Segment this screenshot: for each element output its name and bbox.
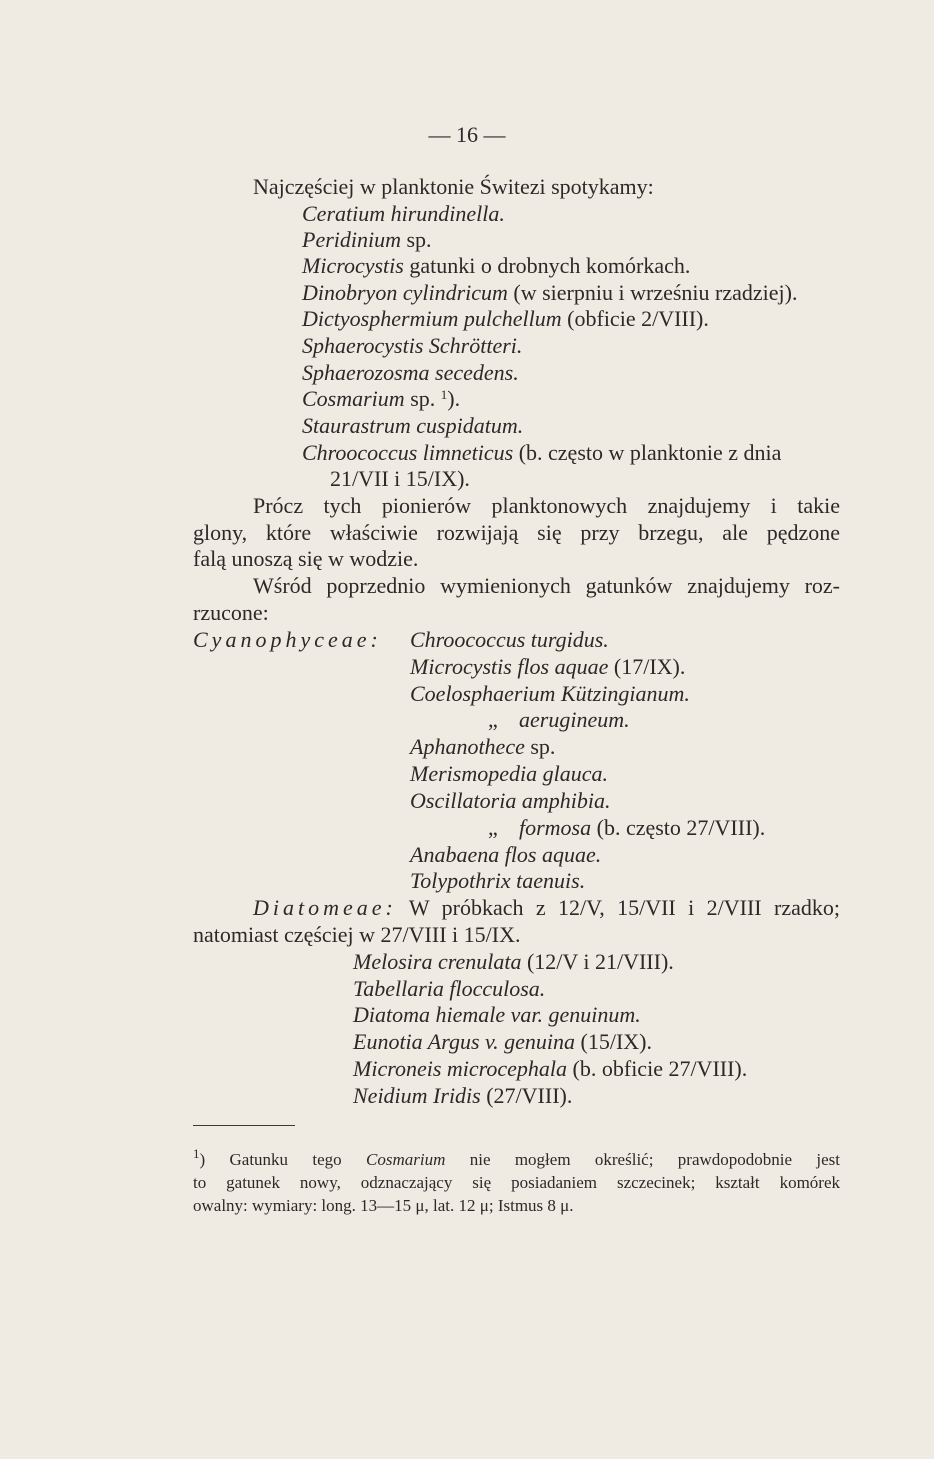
- species-note: sp.: [404, 386, 441, 411]
- species-name: Dinobryon cylindricum: [302, 280, 508, 305]
- paragraph-line: Wśród poprzednio wymienionych gatunków znajdujemy roz-: [253, 573, 840, 598]
- species-line: [410, 654, 685, 680]
- group-label: Diatomeae:: [253, 895, 397, 920]
- species-line: [353, 1083, 572, 1109]
- species-line: Staurastrum cuspidatum.: [302, 413, 524, 438]
- footnote-line: owalny: wymiary: long. 13—15 μ, lat. 12 μ; Istmus 8 μ.: [193, 1196, 574, 1215]
- group-label: Cyanophyceae:: [193, 627, 382, 652]
- species-line: [519, 815, 765, 841]
- paragraph-line: rzucone:: [193, 600, 269, 625]
- species-note: (obficie 2/VIII).: [561, 306, 709, 331]
- species-line: aerugineum.: [519, 707, 630, 732]
- species-name: Melosira crenulata: [353, 949, 522, 974]
- species-name: Eunotia Argus v. genuina: [353, 1029, 576, 1054]
- species-note: (15/IX).: [575, 1029, 653, 1054]
- species-line: Tolypothrix taenuis.: [410, 868, 586, 893]
- page-number: — 16 —: [428, 122, 506, 147]
- footnote-text: nie mogłem określić; prawdopodobnie jest: [445, 1150, 840, 1169]
- footnote-text: ) Gatunku tego: [199, 1150, 367, 1169]
- species-note: (b. obficie 27/VIII).: [567, 1056, 748, 1081]
- footnote-ref[interactable]: 1: [440, 387, 448, 402]
- paragraph-line: falą unoszą się w wodzie.: [193, 546, 419, 571]
- footnote-species: Cosmarium: [366, 1150, 446, 1169]
- group-line: [253, 895, 840, 921]
- species-line: Merismopedia glauca.: [410, 761, 608, 786]
- species-note: ).: [447, 386, 461, 411]
- species-name: Chroococcus limneticus: [302, 440, 514, 465]
- ditto-mark: „: [488, 815, 498, 840]
- species-line: [353, 1056, 747, 1082]
- species-line: Coelosphaerium Kützingianum.: [410, 681, 690, 706]
- species-line: [353, 1029, 652, 1055]
- species-name: Neidium Iridis: [353, 1083, 481, 1108]
- species-line: Sphaerocystis Schrötteri.: [302, 333, 523, 358]
- species-line: [302, 386, 460, 412]
- species-note: sp.: [524, 734, 556, 759]
- species-line: Oscillatoria amphibia.: [410, 788, 611, 813]
- species-note: (12/V i 21/VIII).: [521, 949, 674, 974]
- paragraph-line: natomiast częściej w 27/VIII i 15/IX.: [193, 922, 521, 947]
- species-line: Tabellaria flocculosa.: [353, 976, 546, 1001]
- species-name: Peridinium: [302, 227, 401, 252]
- species-line-cont: 21/VII i 15/IX).: [330, 466, 470, 491]
- species-line: [353, 949, 674, 975]
- species-line: [302, 227, 432, 253]
- species-note: (b. często 27/VIII).: [591, 815, 766, 840]
- species-line: [302, 280, 797, 306]
- species-line: Ceratium hirundinella.: [302, 201, 505, 226]
- species-name: formosa: [519, 815, 592, 840]
- species-line: Anabaena flos aquae.: [410, 842, 602, 867]
- paragraph-line: Prócz tych pionierów planktonowych znajdujemy i takie: [253, 493, 840, 518]
- species-note: gatunki o drobnych komórkach.: [403, 253, 691, 278]
- species-name: Microcystis flos aquae: [410, 654, 609, 679]
- species-line: [410, 734, 555, 760]
- intro-line: Najczęściej w planktonie Świtezi spotykamy:: [253, 174, 654, 199]
- species-line: Chroococcus turgidus.: [410, 627, 609, 652]
- footnote-divider: [193, 1125, 295, 1126]
- species-name: Cosmarium: [302, 386, 405, 411]
- species-name: Microcystis: [302, 253, 404, 278]
- species-line: Diatoma hiemale var. genuinum.: [353, 1002, 641, 1027]
- ditto-mark: „: [488, 707, 498, 732]
- group-note: W próbkach z 12/V, 15/VII i 2/VIII rzadko;: [396, 895, 840, 920]
- species-line: [302, 440, 781, 466]
- footnote-line: [193, 1148, 840, 1171]
- species-note: (27/VIII).: [480, 1083, 573, 1108]
- footnote-marker: 1: [193, 1146, 200, 1161]
- footnote-line: to gatunek nowy, odznaczający się posiadaniem szczecinek; kształt komórek: [193, 1173, 840, 1192]
- species-name: Aphanothece: [410, 734, 525, 759]
- species-note: (w sierpniu i wrześniu rzadziej).: [507, 280, 798, 305]
- species-line: [302, 253, 690, 279]
- paragraph-line: glony, które właściwie rozwijają się przy brzegu, ale pędzone: [193, 520, 840, 545]
- species-line: [302, 306, 709, 332]
- species-note: sp.: [401, 227, 432, 252]
- species-line: Sphaerozosma secedens.: [302, 360, 519, 385]
- species-note: (17/IX).: [608, 654, 686, 679]
- species-name: Dictyosphermium pulchellum: [302, 306, 562, 331]
- group-line: [193, 627, 382, 653]
- species-note: (b. często w planktonie z dnia: [513, 440, 782, 465]
- species-name: Microneis microcephala: [353, 1056, 568, 1081]
